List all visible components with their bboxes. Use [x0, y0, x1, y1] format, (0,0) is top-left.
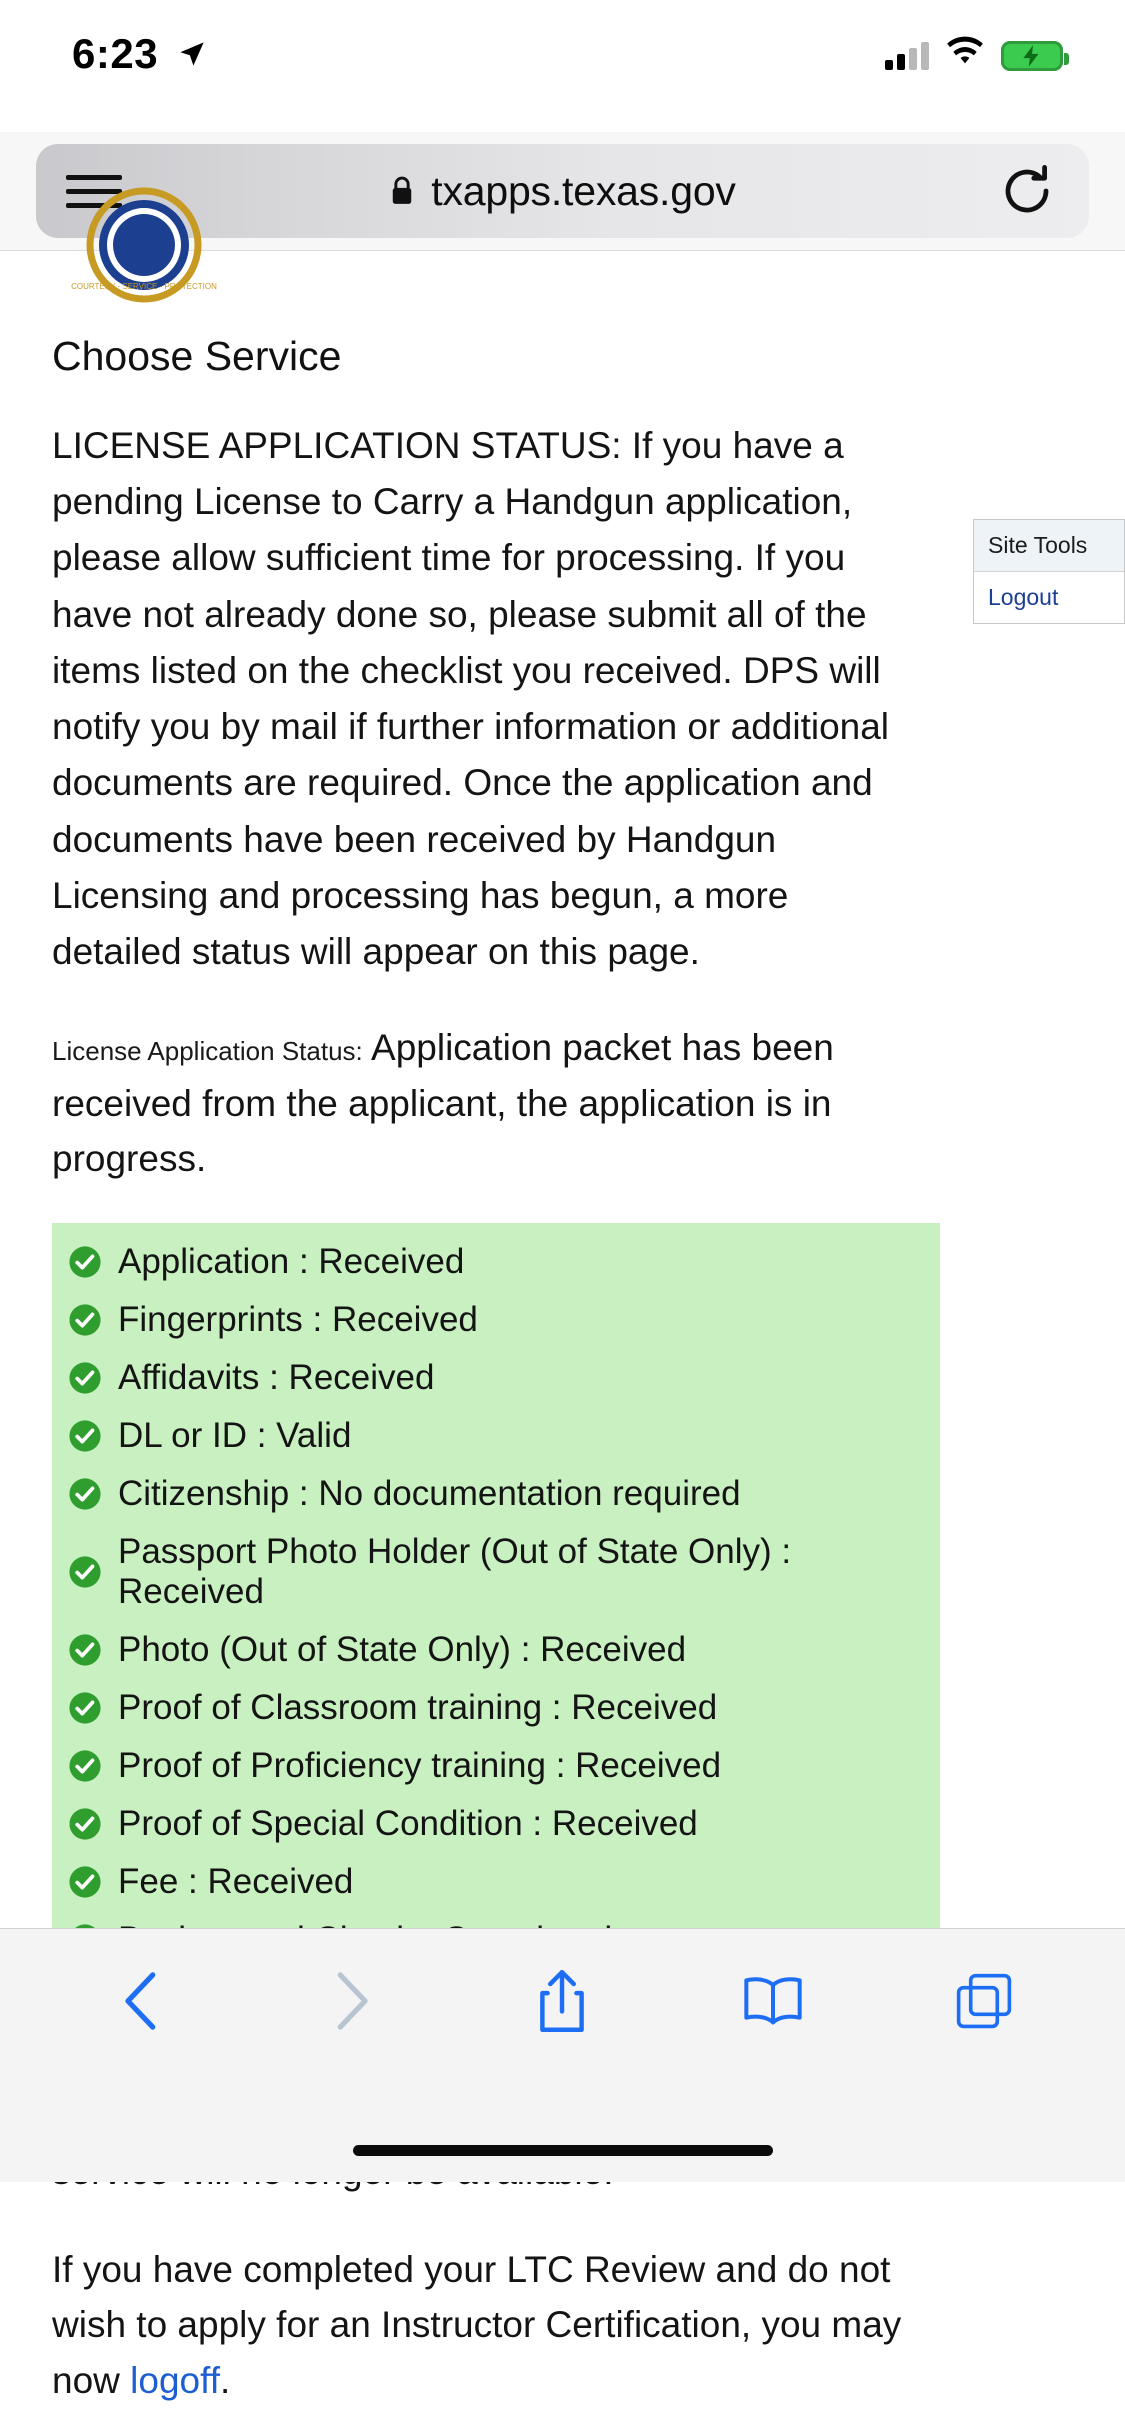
- book-icon[interactable]: [728, 1955, 818, 2047]
- closing-text-after: .: [220, 2359, 231, 2401]
- checklist-row-label: Proof of Special Condition : Received: [118, 1803, 698, 1843]
- url-text[interactable]: txapps.texas.gov: [431, 167, 736, 214]
- texas-dps-seal: [71, 205, 217, 291]
- checklist-row-label: Proof of Classroom training : Received: [118, 1687, 718, 1727]
- checklist-row: [52, 1291, 940, 1349]
- check-circle-icon: [68, 1691, 102, 1725]
- svg-text:COURTESY - SERVICE - PROTECTIO: COURTESY - SERVICE - PROTECTION: [71, 282, 217, 291]
- checklist-row: [52, 1621, 940, 1679]
- logoff-link[interactable]: logoff: [130, 2359, 221, 2401]
- checklist-row-label: Citizenship : No documentation required: [118, 1473, 741, 1513]
- closing-text-before: If you have completed your LTC Review and do not wish to apply for an Instructor Certification, you may now: [52, 2248, 902, 2401]
- status-bar: [0, 0, 1125, 132]
- intro-paragraph: LICENSE APPLICATION STATUS: If you have a pending License to Carry a Handgun application, please allow sufficient time for processing. If you have not already done so, please submit all of the items listed on the checklist you received. DPS will notify you by mail if further information or additional documents are required. Once the application and documents have been received by Handgun Licensing and processing has begun, a more detailed status will appear on this page.: [52, 425, 890, 973]
- check-circle-icon: [68, 1361, 102, 1395]
- check-circle-icon: [68, 1865, 102, 1899]
- status-bar-indicators: [885, 38, 1063, 73]
- checklist-row: [52, 1465, 940, 1523]
- lock-icon: [389, 175, 415, 207]
- checklist-row: [52, 1853, 940, 1911]
- chevron-right-icon: [307, 1955, 397, 2047]
- checklist-row-label: DL or ID : Valid: [118, 1415, 352, 1455]
- web-page-viewport[interactable]: [0, 250, 1125, 2401]
- checklist-row: [52, 1795, 940, 1853]
- checklist-row-label: Passport Photo Holder (Out of State Only) : Received: [118, 1531, 792, 1611]
- checklist-row-label: Fee : Received: [118, 1861, 354, 1901]
- wifi-icon: [945, 38, 985, 73]
- location-arrow-icon: [178, 40, 206, 68]
- site-tools-title: Site Tools: [974, 520, 1124, 572]
- status-label: License Application Status:: [52, 1036, 363, 1067]
- closing-paragraph: [52, 2242, 923, 2409]
- check-circle-icon: [68, 1749, 102, 1783]
- check-circle-icon: [68, 1303, 102, 1337]
- checklist-row: [52, 1679, 940, 1737]
- page-title: Choose Service: [52, 333, 342, 379]
- battery-charging-icon: [1001, 41, 1063, 71]
- checklist-row-label: Photo (Out of State Only) : Received: [118, 1629, 687, 1669]
- share-upload-icon[interactable]: [517, 1955, 607, 2047]
- checklist-row-label: Affidavits : Received: [118, 1357, 435, 1397]
- status-checklist: [52, 1223, 940, 2047]
- check-circle-icon: [68, 1477, 102, 1511]
- chevron-left-icon[interactable]: [96, 1955, 186, 2047]
- checklist-row: [52, 1737, 940, 1795]
- checklist-row-label: Application : Received: [118, 1241, 465, 1281]
- check-circle-icon: [68, 1555, 102, 1589]
- logout-link[interactable]: Logout: [988, 584, 1059, 610]
- check-circle-icon: [68, 1807, 102, 1841]
- checklist-row-label: Fingerprints : Received: [118, 1299, 478, 1339]
- check-circle-icon: [68, 1633, 102, 1667]
- checklist-row: [52, 1233, 940, 1291]
- home-indicator: [353, 2145, 773, 2156]
- checklist-row-label: Proof of Proficiency training : Received: [118, 1745, 722, 1785]
- status-bar-time: 6:23: [72, 30, 159, 77]
- site-tools-panel[interactable]: [973, 519, 1125, 624]
- checklist-row: [52, 1407, 940, 1465]
- license-application-status: [52, 1020, 923, 1187]
- check-circle-icon: [68, 1419, 102, 1453]
- browser-bottom-toolbar: [0, 1928, 1125, 2182]
- tabs-icon[interactable]: [939, 1955, 1029, 2047]
- check-circle-icon: [68, 1245, 102, 1279]
- checklist-row: [52, 1523, 940, 1621]
- checklist-row: [52, 1349, 940, 1407]
- status-value: Application packet has been received from the applicant, the application is in progress.: [52, 1027, 834, 1180]
- cellular-signal-icon: [885, 42, 929, 70]
